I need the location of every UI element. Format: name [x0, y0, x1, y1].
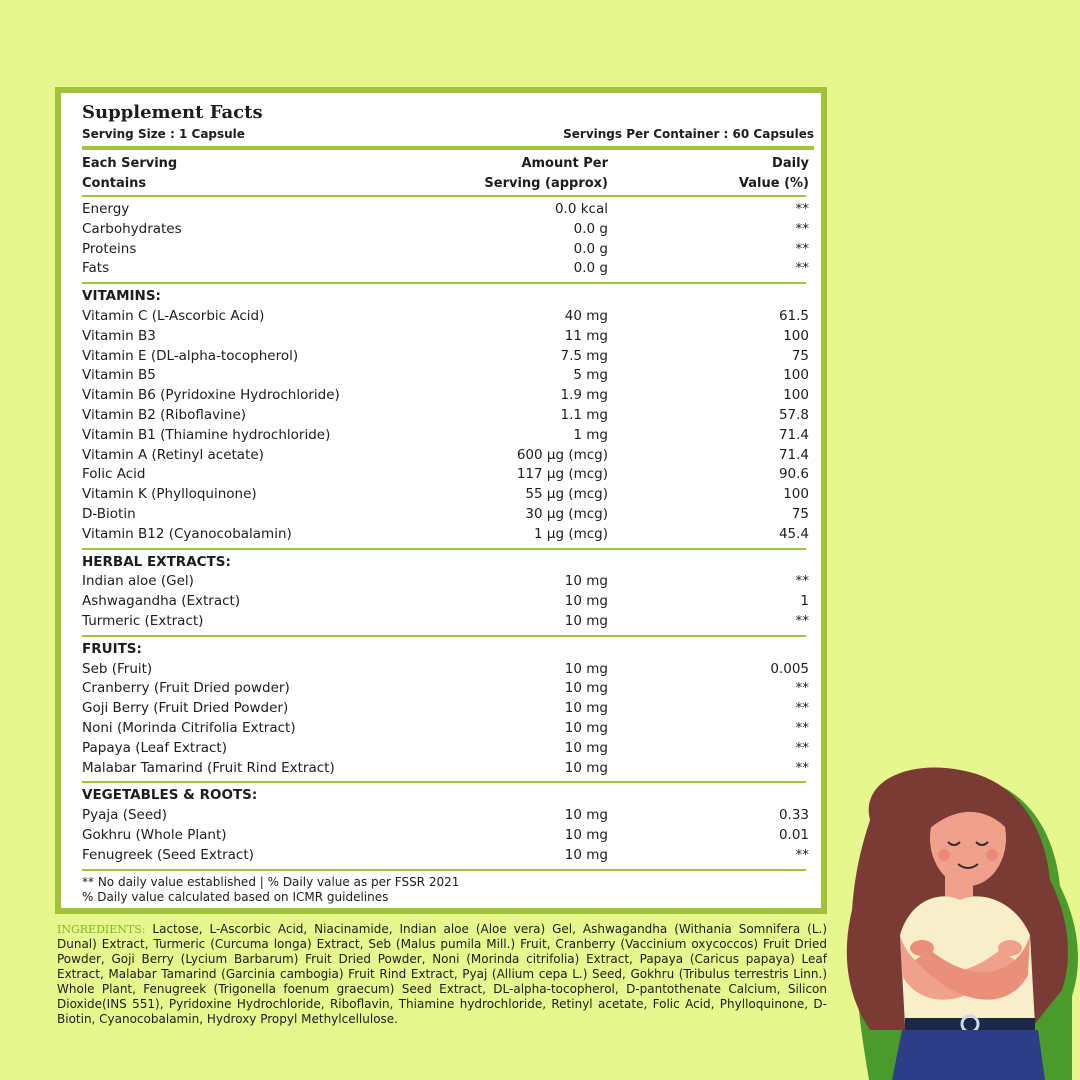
- amount-value: 0.0 g: [573, 220, 608, 237]
- daily-value: **: [795, 240, 809, 257]
- table-row: [82, 306, 814, 326]
- amount-value: 0.0 g: [573, 240, 608, 257]
- daily-value: 90.6: [778, 466, 809, 483]
- footnote: % Daily value calculated based on ICMR guidelines: [82, 889, 389, 904]
- table-row: [82, 484, 814, 504]
- daily-value: **: [795, 739, 809, 756]
- section-rule: [82, 282, 806, 284]
- nutrient-name: Vitamin E (DL-alpha-tocopherol): [82, 347, 299, 364]
- table-row: [82, 571, 814, 591]
- table-row: [82, 698, 814, 718]
- nutrient-name: Seb (Fruit): [82, 660, 153, 677]
- table-row: [82, 346, 814, 366]
- hand-left-icon: [910, 940, 934, 956]
- section-rule: [82, 781, 806, 783]
- daily-value: 0.01: [778, 827, 809, 843]
- table-row: [82, 504, 814, 524]
- facts-title: Supplement Facts: [82, 102, 263, 123]
- section-heading: [82, 639, 814, 659]
- amount-value: 10 mg: [564, 807, 608, 824]
- section-rule: [82, 869, 806, 871]
- table-row: [82, 611, 814, 631]
- supplement-facts-panel: [55, 87, 827, 914]
- hand-right-icon: [998, 940, 1022, 956]
- table-row: [82, 659, 814, 679]
- nutrient-name: Vitamin B6 (Pyridoxine Hydrochloride): [82, 387, 340, 404]
- nutrient-name: Proteins: [82, 240, 137, 257]
- daily-value: 0.33: [778, 807, 809, 824]
- daily-value: **: [795, 220, 809, 237]
- footnote: ** No daily value established | % Daily value as per FSSR 2021: [82, 874, 460, 889]
- nutrient-name: Cranberry (Fruit Dried powder): [82, 680, 290, 697]
- amount-value: 1 mg: [573, 426, 608, 443]
- table-row: [82, 758, 814, 778]
- amount-value: 0.0 kcal: [554, 201, 608, 217]
- section-rule: [82, 635, 806, 637]
- section-title: VITAMINS:: [82, 288, 161, 305]
- nutrient-name: Carbohydrates: [82, 220, 182, 237]
- daily-value: 75: [791, 347, 809, 364]
- cheek-right: [986, 849, 998, 861]
- belt: [905, 1018, 1035, 1030]
- table-row: [82, 805, 814, 825]
- daily-value: **: [795, 720, 809, 736]
- header-daily-value: Daily Value (%): [738, 156, 809, 191]
- table-row: [82, 219, 814, 239]
- daily-value: 1: [800, 593, 809, 610]
- serving-size: Serving Size : 1 Capsule: [82, 127, 245, 141]
- table-row: [82, 405, 814, 425]
- table-row: [82, 524, 814, 544]
- table-row: [82, 718, 814, 738]
- amount-value: 10 mg: [564, 613, 608, 629]
- amount-value: 10 mg: [564, 846, 608, 863]
- amount-value: 5 mg: [573, 367, 608, 384]
- nutrient-name: Vitamin A (Retinyl acetate): [82, 446, 264, 463]
- table-row: [82, 591, 814, 611]
- table-row: [82, 385, 814, 405]
- daily-value: 71.4: [778, 446, 809, 463]
- nutrient-name: Pyaja (Seed): [82, 807, 168, 824]
- amount-value: 7.5 mg: [560, 347, 608, 364]
- section-heading: [82, 286, 814, 306]
- header-amount: Amount Per Serving (approx): [484, 156, 608, 191]
- woman-self-hug-illustration: [830, 760, 1080, 1080]
- nutrient-name: Indian aloe (Gel): [82, 573, 194, 590]
- pants: [892, 1030, 1045, 1080]
- amount-value: 1.1 mg: [560, 407, 608, 423]
- amount-value: 10 mg: [564, 680, 608, 697]
- cheek-left: [938, 849, 950, 861]
- nutrient-name: Papaya (Leaf Extract): [82, 739, 227, 756]
- nutrient-name: Vitamin B3: [82, 327, 156, 344]
- nutrient-name: Noni (Morinda Citrifolia Extract): [82, 720, 296, 736]
- table-row: [82, 445, 814, 465]
- section-heading: [82, 552, 814, 572]
- daily-value: **: [795, 846, 809, 863]
- nutrient-name: Vitamin B5: [82, 367, 156, 384]
- amount-value: 117 µg (mcg): [516, 466, 608, 483]
- servings-per-container: Servings Per Container : 60 Capsules: [563, 127, 814, 141]
- amount-value: 10 mg: [564, 827, 608, 843]
- amount-value: 10 mg: [564, 573, 608, 590]
- daily-value: **: [795, 573, 809, 590]
- daily-value: **: [795, 680, 809, 697]
- daily-value: **: [795, 201, 809, 217]
- nutrient-name: Gokhru (Whole Plant): [82, 827, 227, 843]
- daily-value: 45.4: [778, 525, 809, 542]
- header-rule: [82, 146, 814, 150]
- table-row: [82, 425, 814, 445]
- table-row: [82, 678, 814, 698]
- amount-value: 10 mg: [564, 720, 608, 736]
- daily-value: 100: [783, 327, 809, 344]
- daily-value: 61.5: [778, 308, 809, 324]
- nutrient-name: Folic Acid: [82, 466, 146, 483]
- table-row: [82, 199, 814, 219]
- amount-value: 600 µg (mcg): [516, 446, 608, 463]
- table-row: [82, 845, 814, 865]
- daily-value: 0.005: [770, 660, 809, 677]
- amount-value: 10 mg: [564, 660, 608, 677]
- nutrient-name: Vitamin K (Phylloquinone): [82, 486, 257, 503]
- amount-value: 55 µg (mcg): [525, 486, 608, 503]
- amount-value: 10 mg: [564, 739, 608, 756]
- amount-value: 40 mg: [564, 308, 608, 324]
- supplement-facts-content: [82, 93, 814, 908]
- daily-value: **: [795, 613, 809, 629]
- nutrient-name: Turmeric (Extract): [82, 613, 204, 629]
- nutrient-name: Energy: [82, 201, 130, 217]
- amount-value: 10 mg: [564, 759, 608, 776]
- daily-value: **: [795, 700, 809, 717]
- daily-value: 75: [791, 506, 809, 522]
- nutrient-name: Vitamin B2 (Riboflavine): [82, 407, 247, 423]
- daily-value: **: [795, 759, 809, 776]
- amount-value: 30 µg (mcg): [525, 506, 608, 522]
- nutrient-name: Fenugreek (Seed Extract): [82, 846, 254, 863]
- section-heading: [82, 785, 814, 805]
- table-row: [82, 365, 814, 385]
- nutrient-name: Ashwagandha (Extract): [82, 593, 241, 610]
- ingredients-text: Lactose, L-Ascorbic Acid, Niacinamide, Indian aloe (Aloe vera) Gel, Ashwagandha (Withania Somnifera (L.) Dunal) Extract, Turmeric (Curcuma longa) Extract, Seb (Malus pumila Mill.) Fruit, Cranberry (Vaccinium oxycoccos) Fruit Dried Powder, Goji Berry (Lycium Barbarum) Fruit Dried Powder, Noni (Morinda citrifolia) Extract, Papaya (Caricus papaya) Leaf Extract, Malabar Tamarind (Garcinia cambogia) Fruit Rind Extract, Pyaj (Allium cepa L.) Seed, Gokhru (Tribulus terrestris Linn.) Whole Plant, Fenugreek (Trigonella foenum graecum) Seed Extract, DL-alpha-tocopherol, D-pantothenate Calcium, Silicon Dioxide(INS 551), Pyridoxine Hydrochloride, Riboflavin, Thiamine hydrochloride, Retinyl acetate, Folic Acid, Phylloquinone, D-Biotin, Cyanocobalamin, Hydroxy Propyl Methylcellulose.: [57, 922, 827, 1026]
- table-row: [82, 738, 814, 758]
- nutrient-name: Goji Berry (Fruit Dried Powder): [82, 700, 289, 717]
- amount-value: 11 mg: [564, 327, 608, 344]
- section-title: FRUITS:: [82, 640, 142, 657]
- nutrient-name: Fats: [82, 260, 110, 277]
- amount-value: 10 mg: [564, 593, 608, 610]
- section-rule: [82, 548, 806, 550]
- nutrient-name: Vitamin C (L-Ascorbic Acid): [82, 308, 265, 324]
- nutrient-name: Malabar Tamarind (Fruit Rind Extract): [82, 759, 335, 776]
- amount-value: 1 µg (mcg): [533, 525, 608, 542]
- nutrient-name: Vitamin B12 (Cyanocobalamin): [82, 525, 292, 542]
- amount-value: 0.0 g: [573, 260, 608, 277]
- daily-value: 71.4: [778, 426, 809, 443]
- table-row: [82, 239, 814, 259]
- amount-value: 10 mg: [564, 700, 608, 717]
- daily-value: **: [795, 260, 809, 277]
- section-title: HERBAL EXTRACTS:: [82, 553, 231, 570]
- header-each-serving: Each Serving Contains: [82, 156, 178, 191]
- section-title: VEGETABLES & ROOTS:: [82, 787, 258, 804]
- nutrient-name: Vitamin B1 (Thiamine hydrochloride): [82, 426, 331, 443]
- daily-value: 100: [783, 367, 809, 384]
- daily-value: 100: [783, 387, 809, 404]
- table-row: [82, 326, 814, 346]
- ingredients-list: [57, 922, 827, 1027]
- table-row: [82, 258, 814, 278]
- amount-value: 1.9 mg: [560, 387, 608, 404]
- column-header-rule: [82, 195, 806, 197]
- ingredients-label: INGREDIENTS:: [57, 923, 146, 936]
- table-row: [82, 825, 814, 845]
- nutrient-name: D-Biotin: [82, 506, 136, 522]
- daily-value: 100: [783, 486, 809, 503]
- daily-value: 57.8: [778, 407, 809, 423]
- table-row: [82, 464, 814, 484]
